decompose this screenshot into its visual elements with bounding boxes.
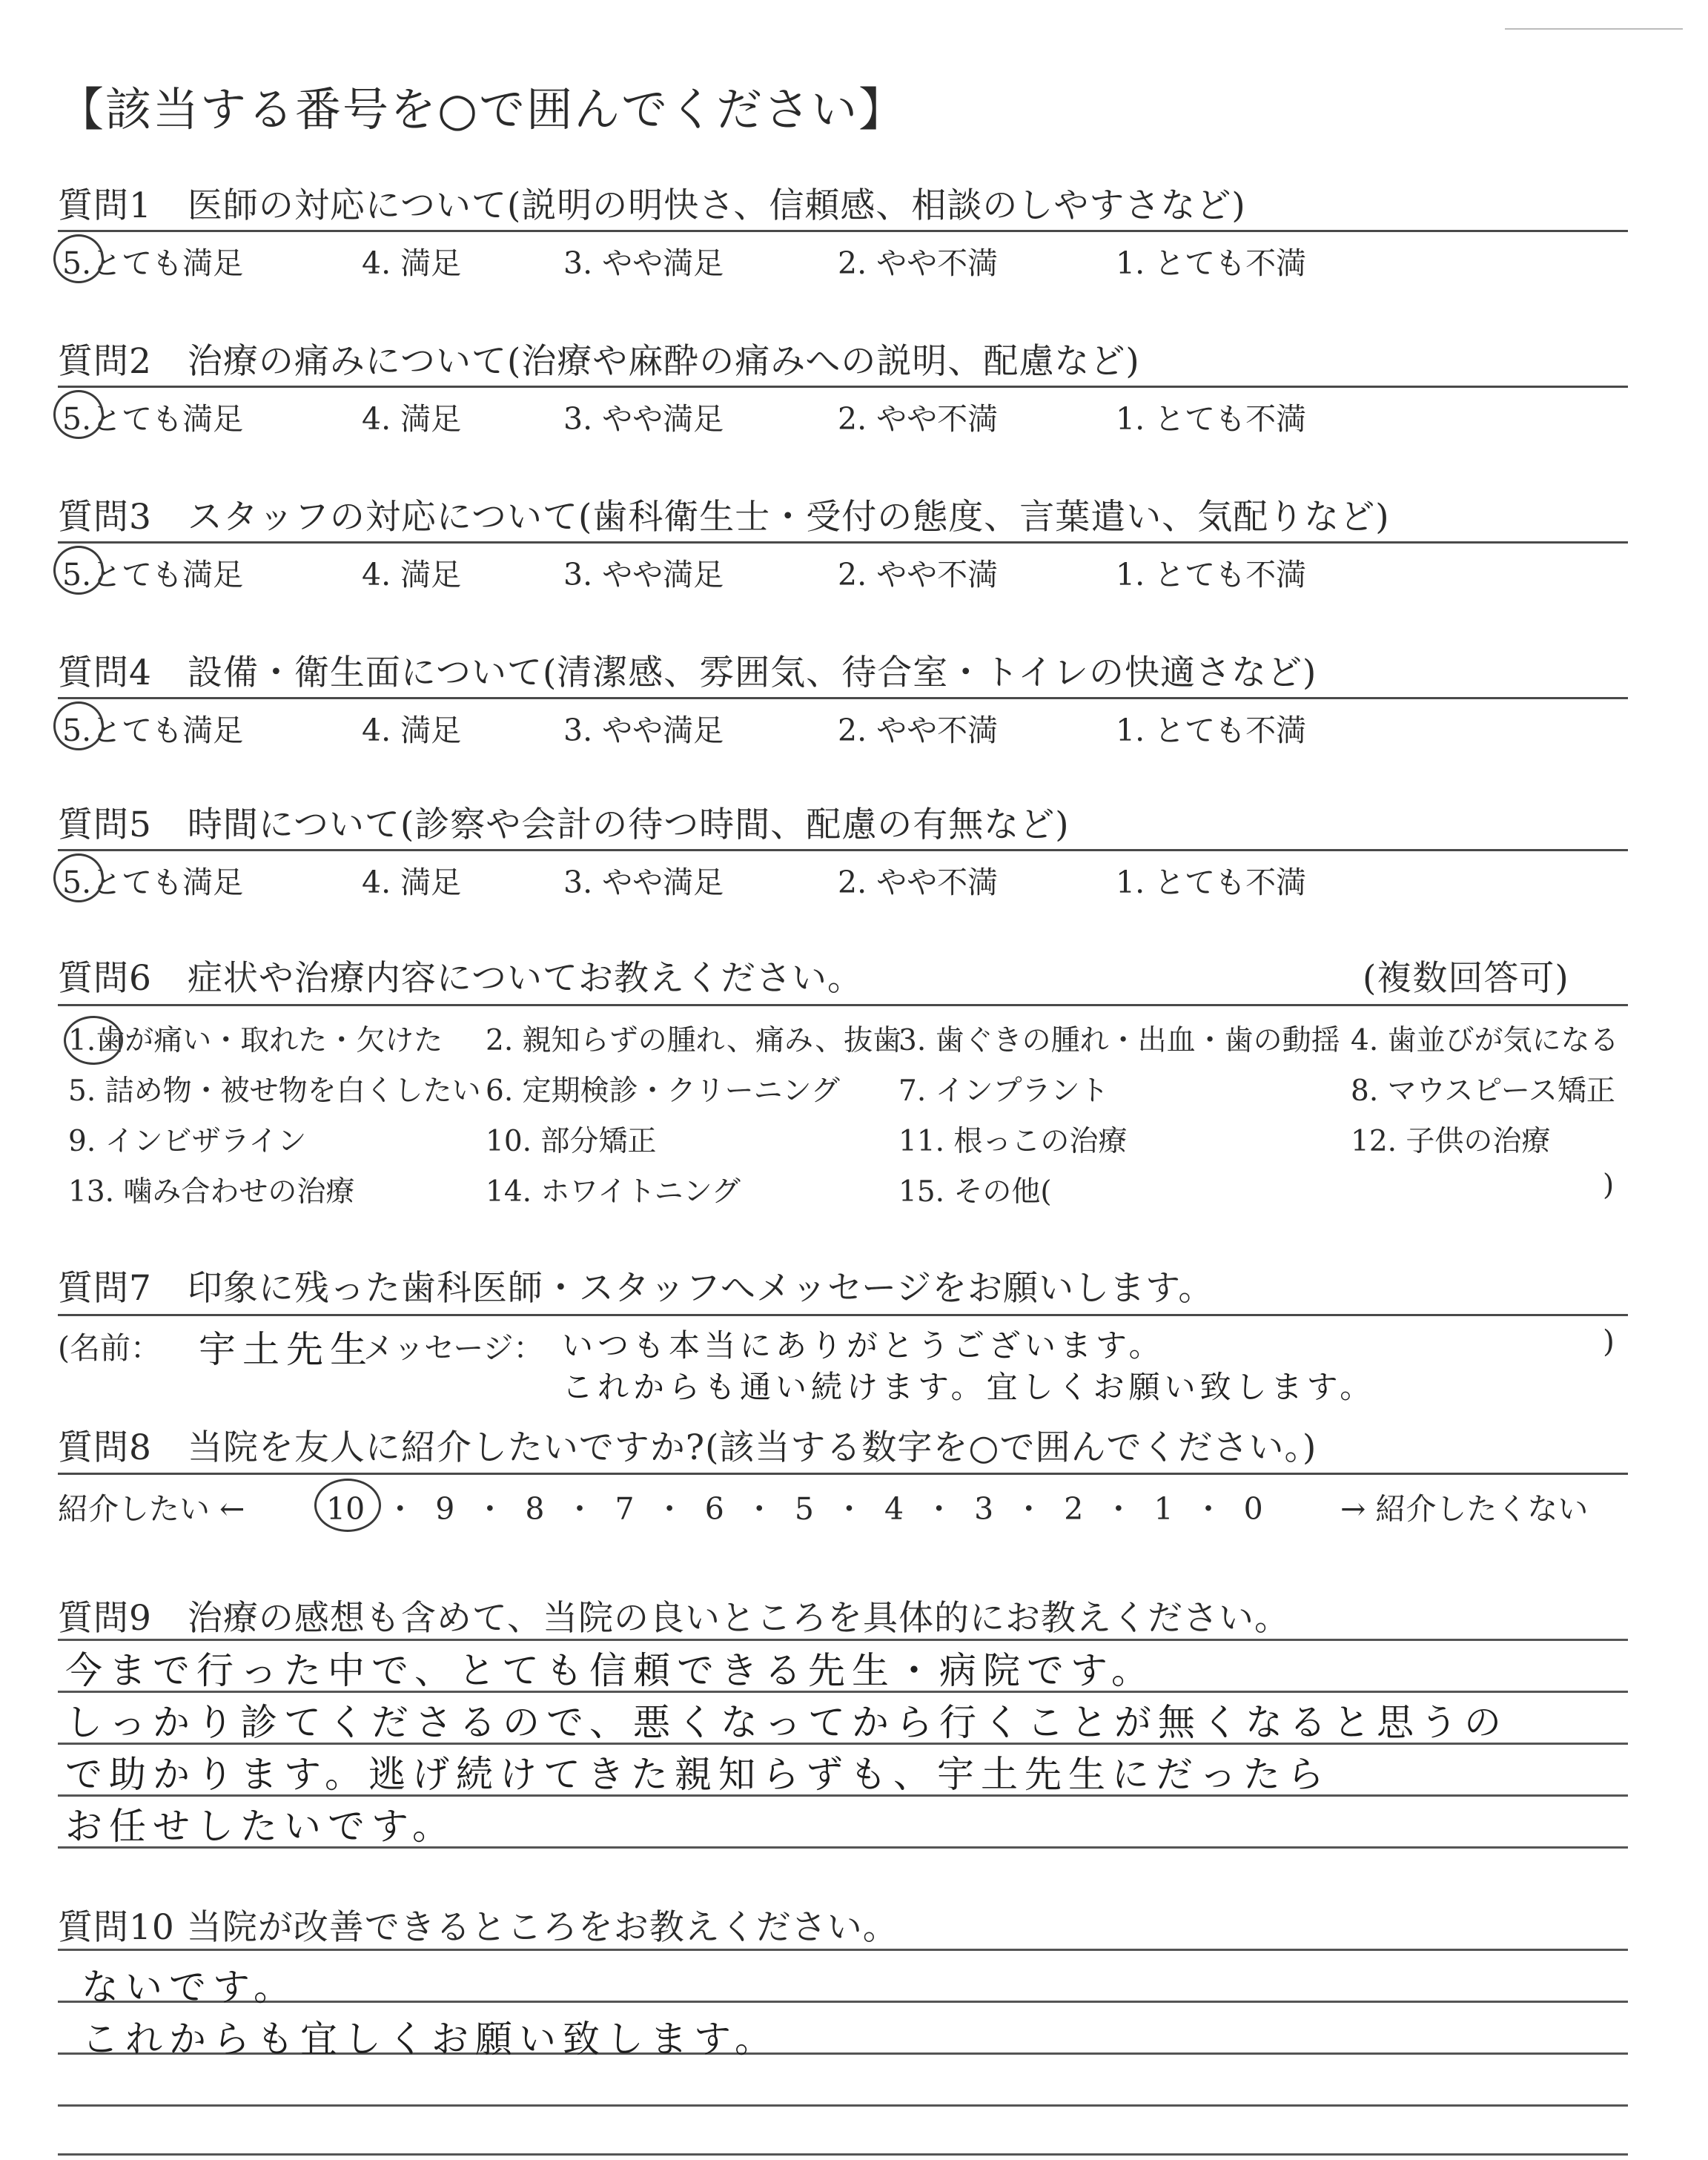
q5-option-3[interactable]: 3. やや満足 — [563, 865, 724, 900]
q6-option-8[interactable]: 8. マウスピース矯正 — [1351, 1074, 1615, 1108]
q1-option-4[interactable]: 4. 満足 — [362, 245, 462, 281]
q5-selection-circle — [53, 853, 104, 902]
q2-option-2[interactable]: 2. やや不満 — [838, 401, 999, 437]
q2-option-4[interactable]: 4. 満足 — [362, 401, 462, 437]
q8-rule — [58, 1473, 1628, 1475]
q8-scale: 10 ・ 9 ・ 8 ・ 7 ・ 6 ・ 5 ・ 4 ・ 3 ・ 2 ・ 1 ・ 0 — [326, 1491, 1263, 1527]
q7-title: 質問7 印象に残った歯科医師・スタッフへメッセージをお願いします。 — [58, 1268, 1214, 1309]
q3-selection-circle — [53, 546, 104, 595]
q6-option-6[interactable]: 6. 定期検診・クリーニング — [486, 1074, 840, 1108]
q1-option-5[interactable]: 5.とても満足 — [62, 245, 244, 281]
page-header: 【該当する番号を○で囲んでください】 — [58, 82, 907, 136]
q1-title: 質問1 医師の対応について(説明の明快さ、信頼感、相談のしやすさなど) — [58, 185, 1246, 226]
q10-rule-4 — [58, 2104, 1628, 2107]
q6-option-12[interactable]: 12. 子供の治療 — [1351, 1125, 1551, 1158]
q6-option-9[interactable]: 9. インビザライン — [68, 1125, 307, 1158]
q4-rule — [58, 697, 1628, 699]
q9-answer-line-3: で助かります。逃げ続けてきた親知らずも、宇土先生にだったら — [65, 1753, 1331, 1796]
q7-message-label: メッセージ： — [363, 1330, 544, 1366]
q6-multi-note: (複数回答可) — [1363, 958, 1569, 999]
q1-rule — [58, 230, 1628, 232]
q9-answer-line-2: しっかり診てくださるので、悪くなってから行くことが無くなると思うの — [65, 1701, 1508, 1744]
q8-selection-circle — [314, 1479, 381, 1532]
q1-option-2[interactable]: 2. やや不満 — [838, 245, 999, 281]
q3-option-5[interactable]: 5.とても満足 — [62, 557, 244, 592]
q2-rule — [58, 386, 1628, 388]
q6-option-2[interactable]: 2. 親知らずの腫れ、痛み、抜歯 — [486, 1024, 902, 1057]
q7-name-label: (名前： — [58, 1330, 161, 1366]
q9-answer-line-4: お任せしたいです。 — [65, 1805, 456, 1848]
q5-option-4[interactable]: 4. 満足 — [362, 865, 462, 900]
q2-title: 質問2 治療の痛みについて(治療や麻酔の痛みへの説明、配慮など) — [58, 341, 1140, 382]
q6-rule — [58, 1004, 1628, 1006]
q8-title: 質問8 当院を友人に紹介したいですか?(該当する数字を○で囲んでください。) — [58, 1427, 1317, 1468]
q2-option-5[interactable]: 5.とても満足 — [62, 401, 244, 437]
q3-rule — [58, 541, 1628, 544]
q3-option-4[interactable]: 4. 満足 — [362, 557, 462, 592]
q2-option-3[interactable]: 3. やや満足 — [563, 401, 724, 437]
q1-option-3[interactable]: 3. やや満足 — [563, 245, 724, 281]
q7-message-line2: これからも通い続けます。宜しくお願い致します。 — [562, 1369, 1376, 1405]
q9-answer-line-1: 今まで行った中で、とても信頼できる先生・病院です。 — [65, 1649, 1155, 1692]
q4-option-1[interactable]: 1. とても不満 — [1116, 713, 1307, 748]
q1-option-1[interactable]: 1. とても不満 — [1116, 245, 1307, 281]
q3-option-3[interactable]: 3. やや満足 — [563, 557, 724, 592]
q10-answer-line-1: ないです。 — [82, 1966, 297, 2009]
q4-selection-circle — [53, 701, 104, 750]
q10-rule-1 — [58, 1949, 1628, 1951]
q5-option-5[interactable]: 5.とても満足 — [62, 865, 244, 900]
q10-title: 質問10 当院が改善できるところをお教えください。 — [58, 1907, 898, 1948]
q10-rule-5 — [58, 2153, 1628, 2156]
q6-option-15[interactable]: 15. その他( — [898, 1175, 1052, 1209]
q3-option-2[interactable]: 2. やや不満 — [838, 557, 999, 592]
scan-edge-line — [1505, 28, 1683, 30]
q4-title: 質問4 設備・衛生面について(清潔感、雰囲気、待合室・トイレの快適さなど) — [58, 653, 1317, 693]
q7-message-line1: いつも本当にありがとうございます。 — [562, 1327, 1165, 1364]
q6-option-13[interactable]: 13. 噛み合わせの治療 — [68, 1175, 355, 1209]
q6-option-4[interactable]: 4. 歯並びが気になる — [1351, 1024, 1619, 1057]
q5-option-1[interactable]: 1. とても不満 — [1116, 865, 1307, 900]
q6-selection-circle — [64, 1016, 123, 1065]
q7-rule — [58, 1314, 1628, 1316]
q5-title: 質問5 時間について(診察や会計の待つ時間、配慮の有無など) — [58, 805, 1070, 845]
q5-rule — [58, 849, 1628, 851]
q6-option-11[interactable]: 11. 根っこの治療 — [898, 1125, 1128, 1158]
q4-option-3[interactable]: 3. やや満足 — [563, 713, 724, 748]
q9-title: 質問9 治療の感想も含めて、当院の良いところを具体的にお教えください。 — [58, 1598, 1290, 1639]
q6-option-7[interactable]: 7. インプラント — [898, 1074, 1109, 1108]
q8-left-label: 紹介したい ← — [58, 1491, 245, 1527]
q6-option-10[interactable]: 10. 部分矯正 — [486, 1125, 657, 1158]
q6-option-3[interactable]: 3. 歯ぐきの腫れ・出血・歯の動揺 — [898, 1024, 1340, 1057]
q7-name-value: 宇土先生 — [199, 1328, 374, 1371]
q6-title: 質問6 症状や治療内容についてお教えください。 — [58, 958, 863, 999]
q3-title: 質問3 スタッフの対応について(歯科衛生士・受付の態度、言葉遣い、気配りなど) — [58, 497, 1390, 538]
q3-option-1[interactable]: 1. とても不満 — [1116, 557, 1307, 592]
q7-close-paren: ) — [1603, 1324, 1615, 1359]
q6-other-close-paren: ) — [1603, 1169, 1615, 1202]
q2-selection-circle — [53, 390, 104, 439]
q6-option-14[interactable]: 14. ホワイトニング — [486, 1175, 741, 1209]
q4-option-4[interactable]: 4. 満足 — [362, 713, 462, 748]
q4-option-2[interactable]: 2. やや不満 — [838, 713, 999, 748]
q4-option-5[interactable]: 5.とても満足 — [62, 713, 244, 748]
q5-option-2[interactable]: 2. やや不満 — [838, 865, 999, 900]
q6-option-1[interactable]: 1.歯が痛い・取れた・欠けた — [68, 1024, 443, 1057]
q10-answer-line-2: これからも宜しくお願い致します。 — [82, 2018, 778, 2061]
q6-option-5[interactable]: 5. 詰め物・被せ物を白くしたい — [68, 1074, 481, 1108]
q2-option-1[interactable]: 1. とても不満 — [1116, 401, 1307, 437]
q8-right-label: → 紹介したくない — [1340, 1491, 1589, 1527]
q1-selection-circle — [53, 234, 104, 283]
